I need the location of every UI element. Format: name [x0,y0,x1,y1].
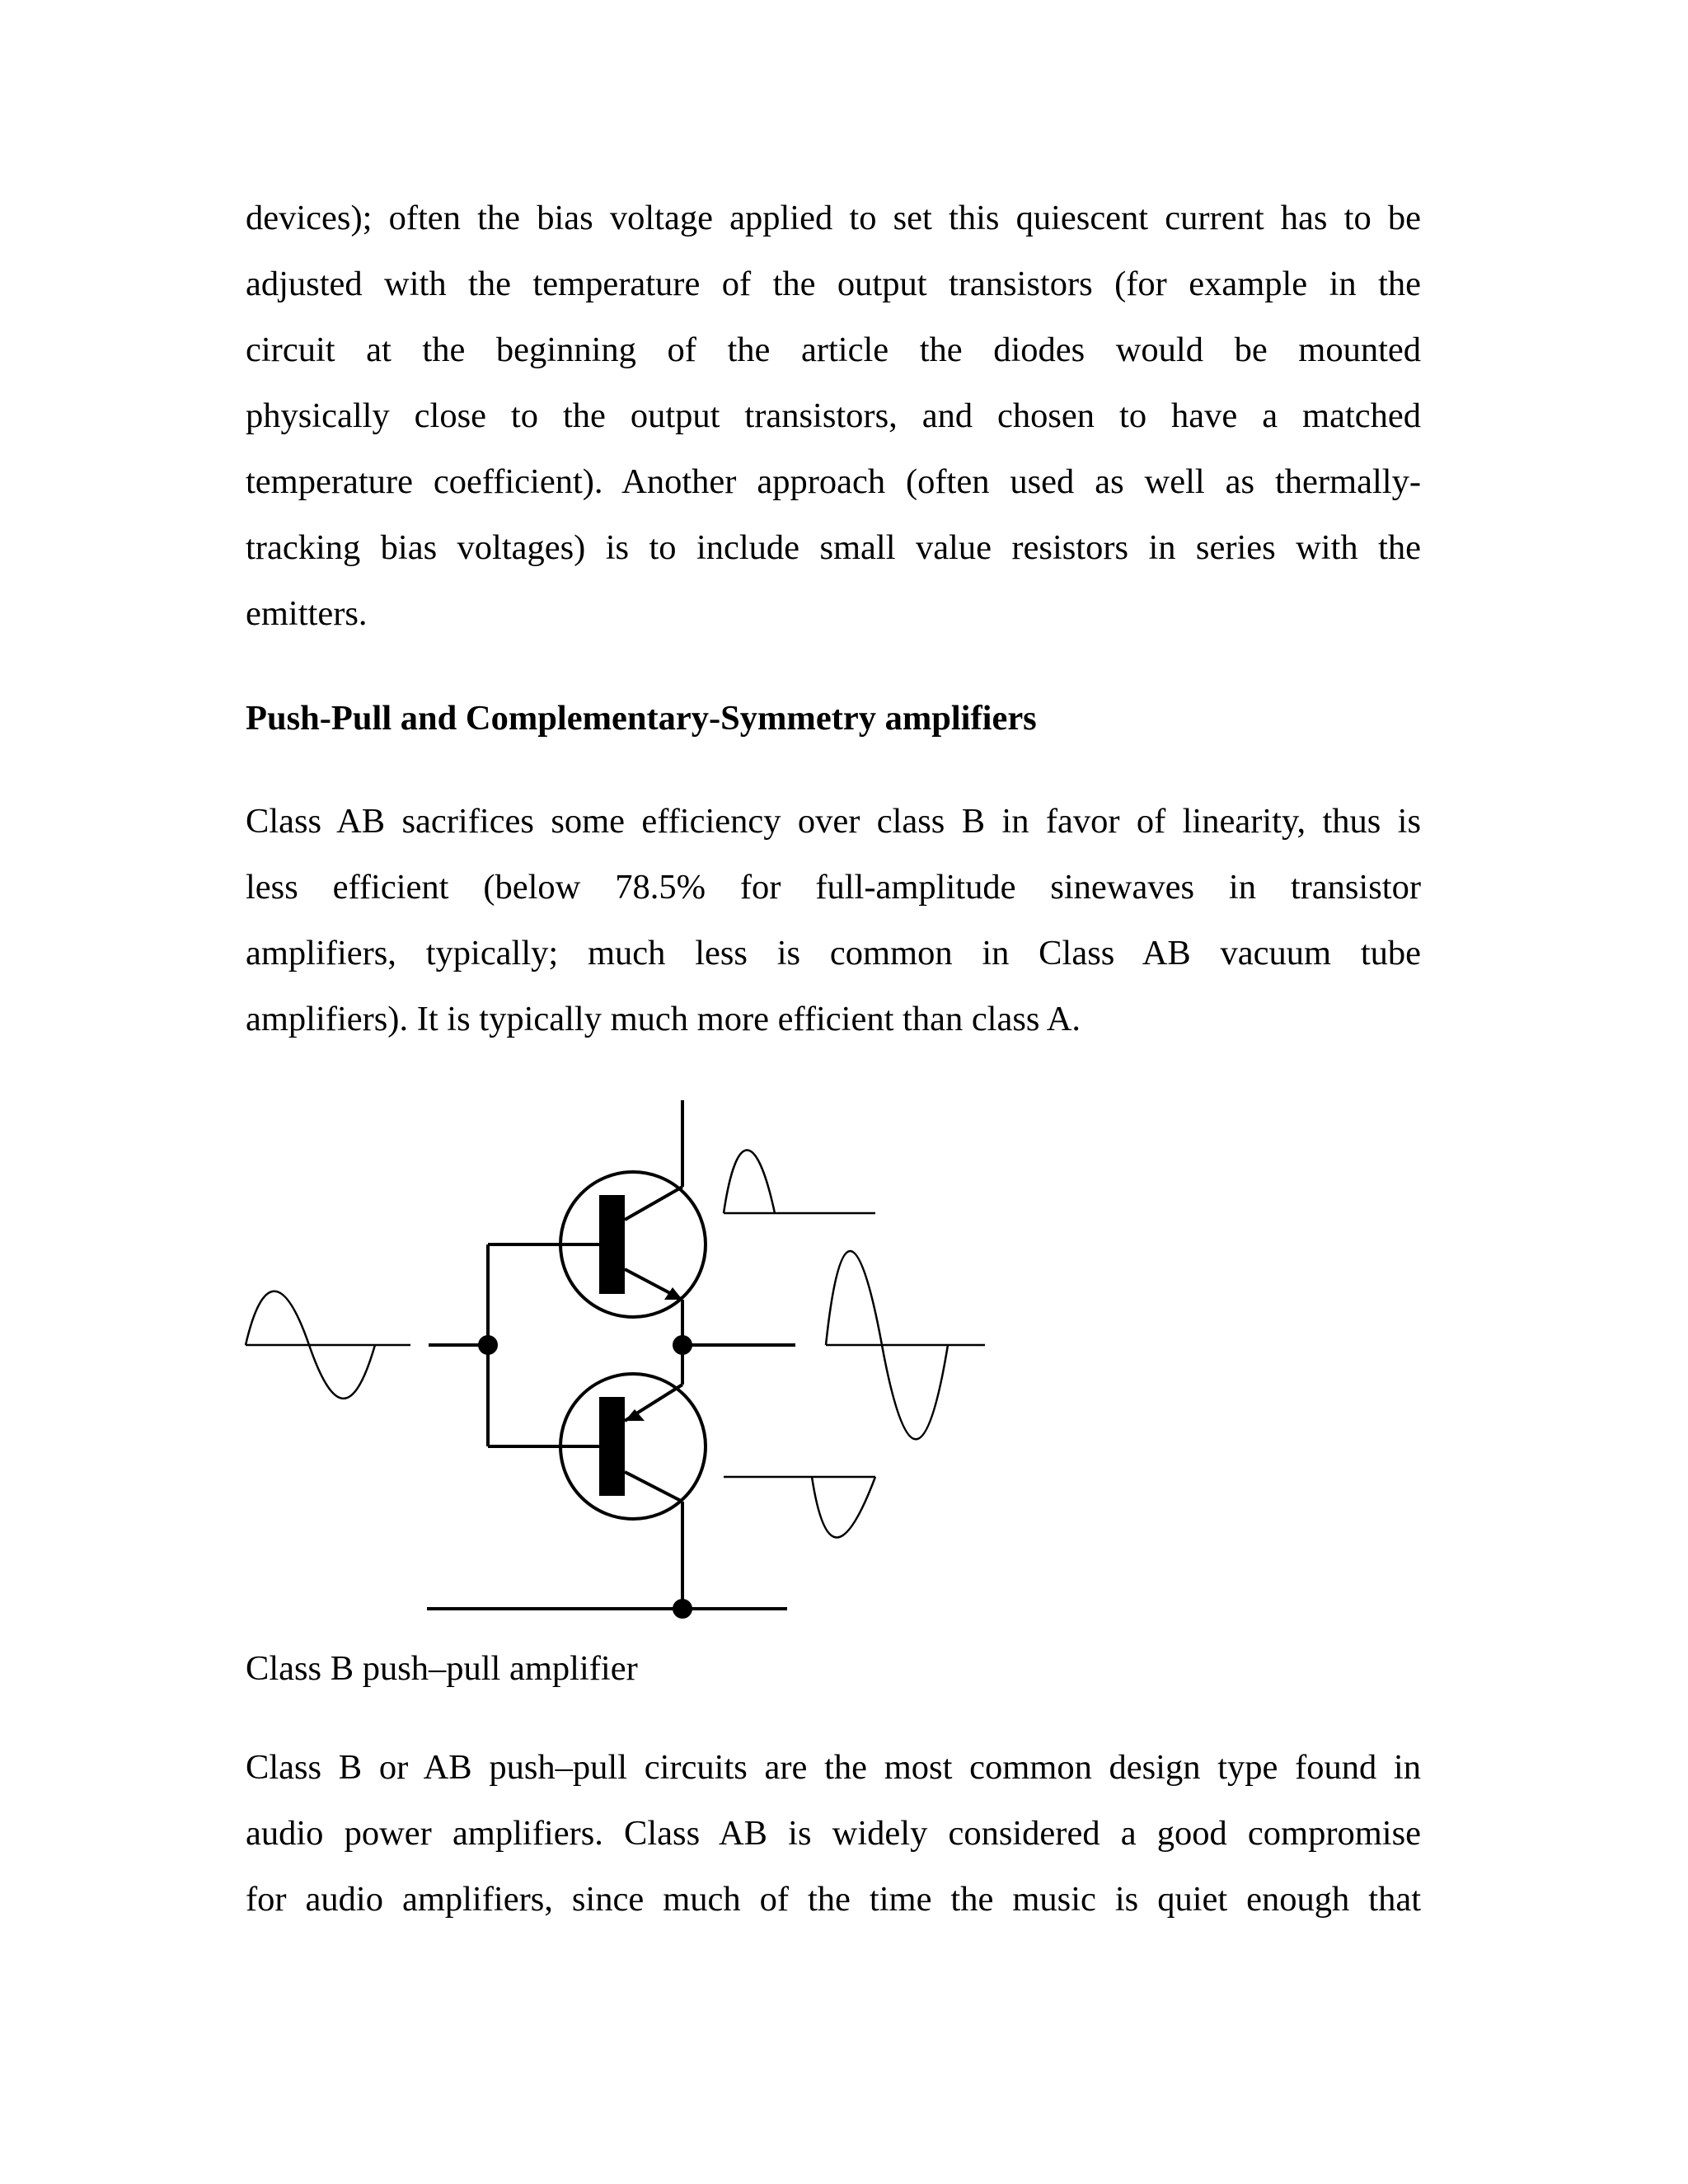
text-line: emitters. [246,594,368,633]
text-line: Class B or AB push–pull circuits are the most common design type found in [246,1748,1421,1787]
pnp-collector [625,1472,682,1502]
text-line: audio power amplifiers. Class AB is widely considered a good compromise [246,1814,1421,1853]
lower-half-wave [812,1477,875,1538]
pnp-base-bar [599,1397,625,1496]
section-heading: Push-Pull and Complementary-Symmetry amplifiers [246,699,1037,738]
text-line: physically close to the output transistors, and chosen to have a matched [246,396,1421,435]
text-line: less efficient (below 78.5% for full-amplitude sinewaves in transistor [246,868,1421,907]
paragraph-class-ab [246,789,1421,1052]
junction-dot-ground [673,1599,692,1619]
upper-half-wave [724,1151,775,1214]
text-line: Class AB sacrifices some efficiency over class B in favor of linearity, thus is [246,802,1421,841]
junction-dot-output [673,1335,692,1355]
npn-emitter-arrow [664,1287,682,1300]
text-line: amplifiers, typically; much less is common in Class AB vacuum tube [246,934,1421,972]
text-line: tracking bias voltages) is to include small value resistors in series with the [246,528,1421,567]
text-line: amplifiers). It is typically much more efficient than class A. [246,1000,1081,1038]
text-line: devices); often the bias voltage applied to set this quiescent current has to be [246,199,1421,237]
npn-base-bar [599,1195,625,1294]
npn-collector [625,1187,682,1220]
text-line: circuit at the beginning of the article the diodes would be mounted [246,330,1421,369]
push-pull-amplifier-schematic [239,1092,1006,1636]
junction-dot-input [478,1335,498,1355]
text-line: for audio amplifiers, since much of the time the music is quiet enough that [246,1880,1421,1919]
paragraph-push-pull [246,1735,1421,1933]
paragraph-bias [246,185,1421,647]
text-line: adjusted with the temperature of the output transistors (for example in the [246,265,1421,303]
figure-caption: Class B push–pull amplifier [246,1649,638,1688]
text-line: temperature coefficient). Another approach (often used as well as thermally- [246,462,1421,501]
